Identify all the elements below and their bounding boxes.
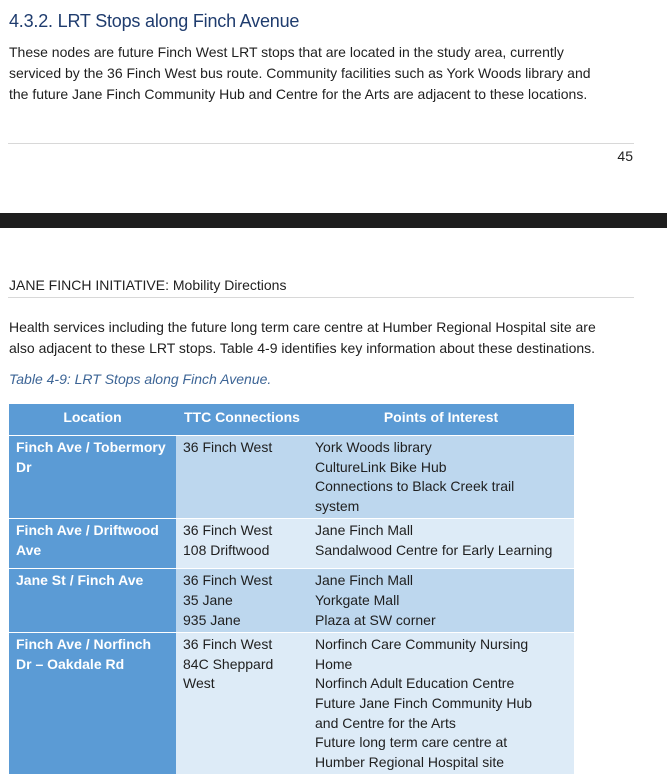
location-cell [9, 436, 176, 519]
page-separator-bar [0, 213, 667, 228]
ttc-cell [176, 569, 308, 633]
paragraph-line: Health services including the future long term care centre at Humber Regional Hospital site are [9, 319, 596, 335]
location-cell [9, 569, 176, 633]
table-row [9, 633, 574, 775]
section-heading: 4.3.2. LRT Stops along Finch Avenue [9, 11, 300, 31]
cell-line: Jane Finch Mall [315, 572, 414, 589]
table-row [9, 519, 574, 569]
page-header: JANE FINCH INITIATIVE: Mobility Directions [9, 277, 287, 293]
cell-line: Plaza at SW corner [315, 611, 436, 628]
cell-line: York Woods library [315, 439, 432, 455]
page-number: 45 [617, 148, 633, 164]
cell-line: 36 Finch West [183, 572, 273, 589]
cell-line: 35 Jane [183, 591, 233, 608]
cell-line: Home [315, 655, 353, 672]
table-row [9, 436, 574, 519]
cell-line: Finch Ave / Norfinch [16, 636, 152, 653]
poi-cell [308, 633, 574, 775]
cell-line: Humber Regional Hospital site [315, 753, 505, 770]
cell-line: Connections to Black Creek trail [315, 478, 515, 495]
ttc-cell [176, 519, 308, 569]
cell-line: 36 Finch West [183, 636, 273, 653]
cell-line: Finch Ave / Driftwood [16, 522, 159, 539]
ttc-cell [176, 436, 308, 519]
header-location: Location [9, 404, 176, 436]
cell-line: Future long term care centre at [315, 734, 508, 751]
body-paragraph [9, 317, 649, 359]
cell-line: Jane Finch Mall [315, 522, 414, 539]
cell-line: Jane St / Finch Ave [16, 572, 144, 589]
header-rule [8, 297, 634, 298]
table-row [9, 569, 574, 633]
table-header-row [9, 404, 574, 436]
ttc-cell [176, 633, 308, 775]
table-caption: Table 4-9: LRT Stops along Finch Avenue. [9, 371, 272, 387]
cell-line: Norfinch Care Community Nursing [315, 636, 529, 653]
location-cell [9, 633, 176, 775]
cell-line: 36 Finch West [183, 522, 273, 539]
lrt-stops-table [9, 404, 574, 775]
cell-line: West [183, 675, 215, 692]
cell-line: Sandalwood Centre for Early Learning [315, 541, 553, 558]
cell-line: Future Jane Finch Community Hub [315, 694, 533, 711]
cell-line: and Centre for the Arts [315, 714, 456, 731]
section-paragraph [9, 42, 649, 105]
paragraph-line: the future Jane Finch Community Hub and Centre for the Arts are adjacent to these locations. [9, 86, 588, 102]
cell-line: Ave [16, 541, 42, 558]
paragraph-line: serviced by the 36 Finch West bus route. Community facilities such as York Woods library and [9, 65, 591, 81]
location-cell [9, 519, 176, 569]
cell-line: 84C Sheppard [183, 655, 274, 672]
poi-cell [308, 519, 574, 569]
footer-rule [8, 143, 634, 144]
header-points-of-interest: Points of Interest [308, 404, 574, 436]
cell-line: system [315, 497, 360, 514]
header-ttc-connections: TTC Connections [176, 404, 308, 436]
cell-line: Yorkgate Mall [315, 591, 400, 608]
cell-line: Dr – Oakdale Rd [16, 655, 125, 672]
cell-line: 935 Jane [183, 611, 241, 628]
cell-line: 36 Finch West [183, 439, 273, 455]
poi-cell [308, 569, 574, 633]
cell-line: Dr [16, 458, 32, 475]
cell-line: CultureLink Bike Hub [315, 458, 447, 475]
poi-cell [308, 436, 574, 519]
cell-line: 108 Driftwood [183, 541, 270, 558]
cell-line: Norfinch Adult Education Centre [315, 675, 515, 692]
cell-line: Finch Ave / Tobermory [16, 439, 166, 455]
paragraph-line: These nodes are future Finch West LRT stops that are located in the study area, currently [9, 44, 564, 60]
paragraph-line: also adjacent to these LRT stops. Table 4-9 identifies key information about these destinations. [9, 340, 596, 356]
